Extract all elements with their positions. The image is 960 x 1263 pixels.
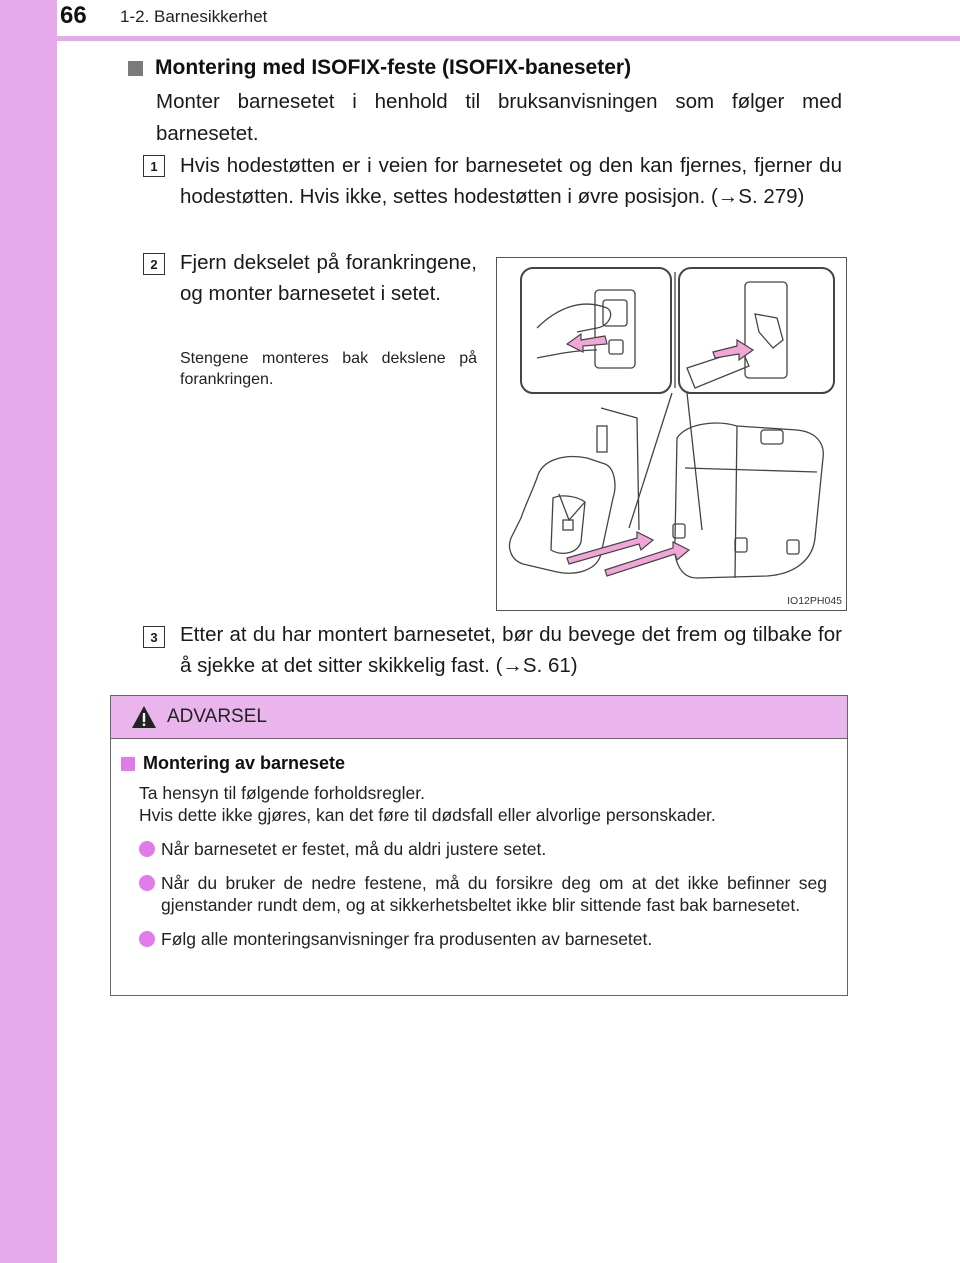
warning-item-text: Når barnesetet er festet, må du aldri justere setet. xyxy=(161,839,547,859)
bullet-icon xyxy=(139,931,155,947)
page-number: 66 xyxy=(60,2,87,29)
warning-box xyxy=(110,695,848,996)
step-1-number: 1 xyxy=(143,155,165,177)
bullet-icon xyxy=(139,875,155,891)
section-intro: Monter barnesetet i henhold til bruksanvisningen som følger med barnesetet. xyxy=(156,90,842,145)
step-3-text: Etter at du har montert barnesetet, bør du bevege det frem og tilbake for å sjekke at det sitter skikkelig fast. (→S. 61) xyxy=(180,623,842,677)
warning-item xyxy=(139,838,827,860)
section-heading-text: Montering med ISOFIX-feste (ISOFIX-baneseter) xyxy=(155,56,632,79)
warning-title: ADVARSEL xyxy=(167,706,267,727)
warning-subheading xyxy=(121,753,827,774)
figure-code: IO12PH045 xyxy=(787,595,842,607)
heading-square-icon xyxy=(128,61,143,76)
warning-item xyxy=(139,872,827,916)
header-rule xyxy=(57,36,960,41)
step-1-text: Hvis hodestøtten er i veien for barnesetet og den kan fjernes, fjerner du hodestøtten. Hvis ikke, settes hodestøtten i øvre posisjon. (→S. 279) xyxy=(180,154,842,208)
isofix-diagram-icon xyxy=(497,258,847,611)
warning-item-text: Følg alle monteringsanvisninger fra produsenten av barnesetet. xyxy=(161,929,653,949)
warning-subheading-text: Montering av barnesete xyxy=(143,753,346,773)
left-margin-band xyxy=(0,0,57,1263)
warning-triangle-icon xyxy=(131,705,157,729)
bullet-icon xyxy=(139,841,155,857)
step-3-number: 3 xyxy=(143,626,165,648)
warning-header xyxy=(111,696,847,739)
step-2-text: Fjern dekselet på forankringene, og monter barnesetet i setet. xyxy=(180,251,477,305)
warning-item xyxy=(139,928,827,950)
isofix-illustration xyxy=(496,257,847,611)
warning-body xyxy=(111,739,847,950)
chapter-title: 1-2. Barnesikkerhet xyxy=(120,7,268,26)
subheading-square-icon xyxy=(121,757,135,771)
step-2-number: 2 xyxy=(143,253,165,275)
step-2-note: Stengene monteres bak dekslene på forankringen. xyxy=(180,350,477,388)
warning-intro: Ta hensyn til følgende forholdsregler. Hvis dette ikke gjøres, kan det føre til dødsfall eller alvorlige personskader. xyxy=(139,783,716,825)
section-heading xyxy=(128,56,631,80)
warning-item-text: Når du bruker de nedre festene, må du forsikre deg om at det ikke befinner seg gjenstander rundt dem, og at sikkerhetsbeltet ikke blir sittende fast bak barnesetet. xyxy=(161,873,827,915)
